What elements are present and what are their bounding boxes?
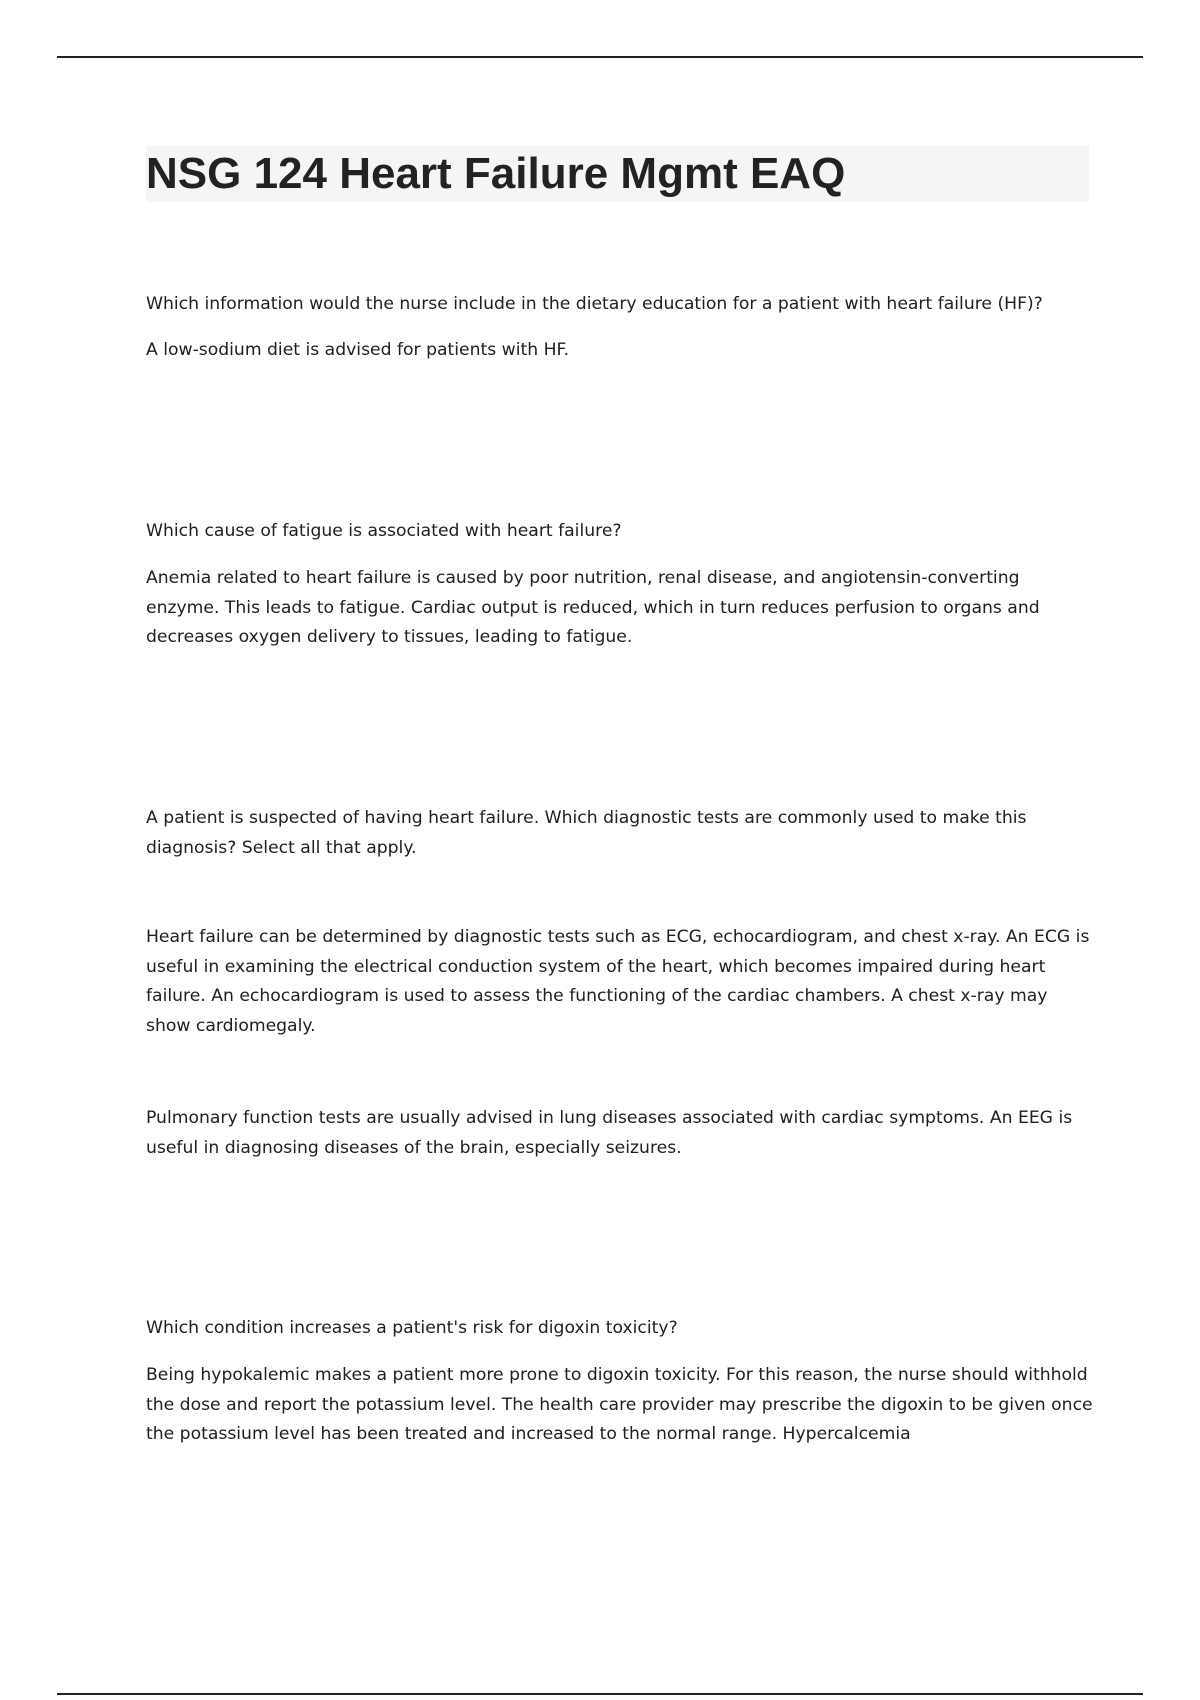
answer-1: A low-sodium diet is advised for patients with HF. bbox=[146, 340, 570, 360]
question-3: A patient is suspected of having heart failure. Which diagnostic tests are commonly used to make this diagnosis? Select all that apply. bbox=[146, 808, 1027, 858]
answer-2: Anemia related to heart failure is caused by poor nutrition, renal disease, and angiotensin-converting enzyme. This leads to fatigue. Cardiac output is reduced, which in turn reduces perfusion to organs and decreases oxygen delivery to tissues, leading to fatigue. bbox=[146, 568, 1040, 647]
answer-3-part-2: Pulmonary function tests are usually advised in lung diseases associated with cardiac symptoms. An EEG is useful in diagnosing diseases of the brain, especially seizures. bbox=[146, 1108, 1073, 1158]
page-title: NSG 124 Heart Failure Mgmt EAQ bbox=[146, 149, 846, 198]
answer-4: Being hypokalemic makes a patient more prone to digoxin toxicity. For this reason, the nurse should withhold the dose and report the potassium level. The health care provider may prescribe the digoxin to be given once the potassium level has been treated and increased to the normal range. Hypercalcemia bbox=[146, 1365, 1093, 1444]
question-2: Which cause of fatigue is associated with heart failure? bbox=[146, 521, 622, 541]
bottom-divider bbox=[57, 1693, 1143, 1695]
question-1: Which information would the nurse include in the dietary education for a patient with heart failure (HF)? bbox=[146, 294, 1043, 314]
answer-3-part-1: Heart failure can be determined by diagnostic tests such as ECG, echocardiogram, and chest x-ray. An ECG is useful in examining the electrical conduction system of the heart, which becomes impaired during heart failure. An echocardiogram is used to assess the functioning of the cardiac chambers. A chest x-ray may show cardiomegaly. bbox=[146, 927, 1090, 1036]
top-divider bbox=[57, 56, 1143, 58]
question-4: Which condition increases a patient's risk for digoxin toxicity? bbox=[146, 1318, 678, 1338]
